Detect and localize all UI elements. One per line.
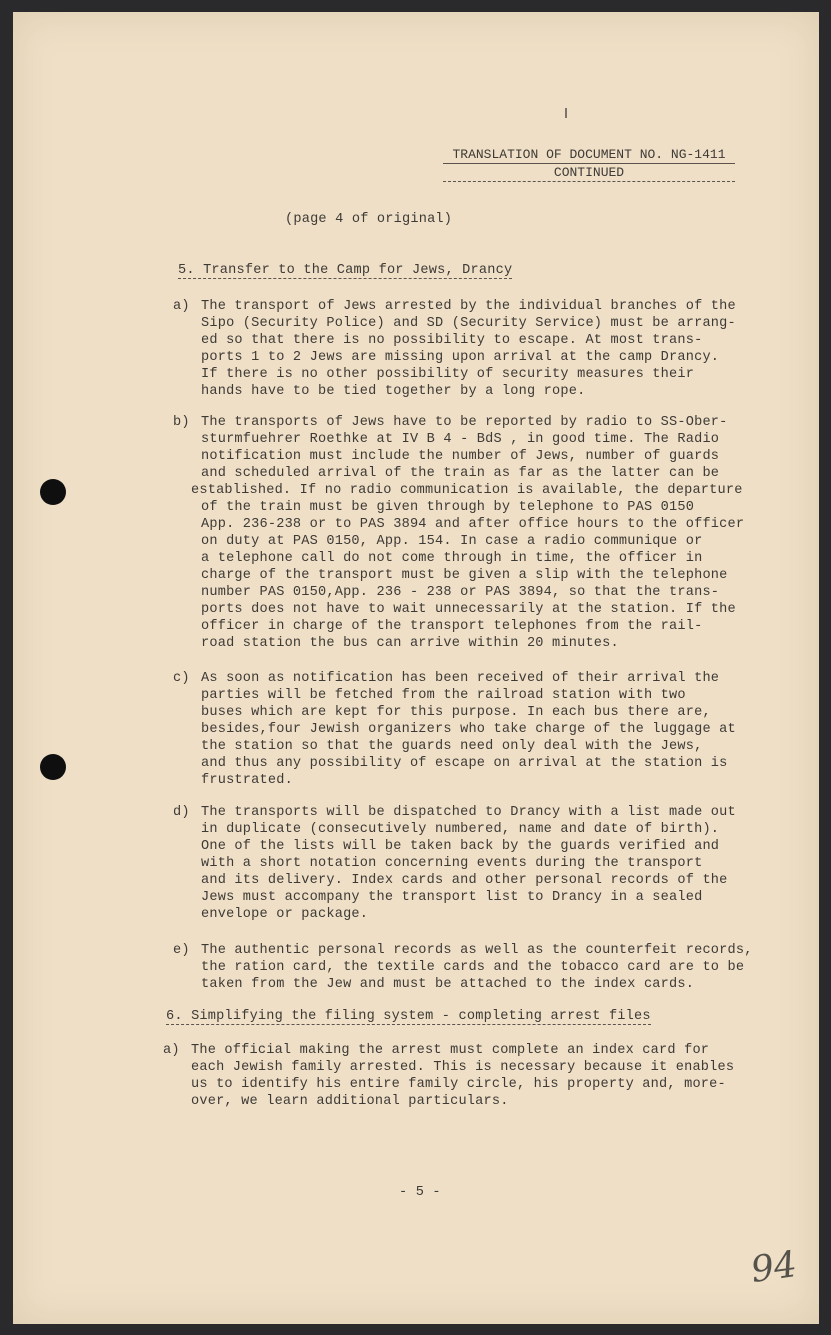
handwritten-folio-number: 94 [748, 1244, 800, 1291]
text-line: As soon as notification has been received of their arrival the [201, 671, 720, 686]
header-line-1: TRANSLATION OF DOCUMENT NO. NG-1411 [443, 146, 735, 164]
text-line: The transports will be dispatched to Drancy with a list made out [201, 805, 736, 820]
text-line: on duty at PAS 0150, App. 154. In case a radio communique or [201, 534, 703, 549]
section-5-title: 5. Transfer to the Camp for Jews, Drancy [178, 263, 513, 278]
text-line: besides,four Jewish organizers who take charge of the luggage at [201, 722, 736, 737]
text-line: If there is no other possibility of security measures their [201, 367, 695, 382]
text-line: us to identify his entire family circle, his property and, more- [191, 1077, 726, 1092]
paragraph-letter: b) [173, 415, 190, 430]
text-line: number PAS 0150,App. 236 - 238 or PAS 3894, so that the trans- [201, 585, 720, 600]
section-5-heading [178, 262, 512, 279]
header-line-2: CONTINUED [443, 164, 735, 182]
paragraph-letter: a) [173, 299, 190, 314]
punch-hole-top [40, 479, 66, 505]
text-line: charge of the transport must be given a slip with the telephone [201, 568, 728, 583]
page-reference: (page 4 of original) [285, 212, 453, 227]
text-line: ed so that there is no possibility to escape. At most trans- [201, 333, 703, 348]
text-line: the ration card, the textile cards and the tobacco card are to be [201, 960, 745, 975]
text-line: hands have to be tied together by a long rope. [201, 384, 586, 399]
text-line: the station so that the guards need only deal with the Jews, [201, 739, 703, 754]
text-line: Sipo (Security Police) and SD (Security Service) must be arrang- [201, 316, 736, 331]
text-line: and scheduled arrival of the train as far as the latter can be [201, 466, 720, 481]
text-line: buses which are kept for this purpose. In each bus there are, [201, 705, 711, 720]
text-line: with a short notation concerning events during the transport [201, 856, 703, 871]
text-line: envelope or package. [201, 907, 369, 922]
text-line: a telephone call do not come through in time, the officer in [201, 551, 703, 566]
paragraph-body [191, 414, 745, 652]
text-line: established. If no radio communication is available, the departure [191, 483, 743, 498]
text-line: officer in charge of the transport telephones from the rail- [201, 619, 703, 634]
text-line: ports 1 to 2 Jews are missing upon arrival at the camp Drancy. [201, 350, 720, 365]
text-line: over, we learn additional particulars. [191, 1094, 509, 1109]
text-line: The official making the arrest must complete an index card for [191, 1043, 710, 1058]
text-line: notification must include the number of Jews, number of guards [201, 449, 720, 464]
text-line: The authentic personal records as well as the counterfeit records, [201, 943, 753, 958]
paragraph-body [201, 670, 736, 789]
text-line: The transports of Jews have to be reported by radio to SS-Ober- [201, 415, 728, 430]
text-line: of the train must be given through by telephone to PAS 0150 [201, 500, 695, 515]
text-line: App. 236-238 or to PAS 3894 and after office hours to the officer [201, 517, 745, 532]
section-6-heading [166, 1008, 651, 1025]
paragraph-letter: e) [173, 943, 190, 958]
section-6-title: 6. Simplifying the filing system - completing arrest files [166, 1009, 651, 1024]
document-header [443, 146, 735, 182]
paragraph-letter: a) [163, 1043, 180, 1058]
text-line: ports does not have to wait unnecessarily at the station. If the [201, 602, 736, 617]
text-line: taken from the Jew and must be attached to the index cards. [201, 977, 695, 992]
text-line: frustrated. [201, 773, 293, 788]
text-line: in duplicate (consecutively numbered, name and date of birth). [201, 822, 720, 837]
punch-hole-bottom [40, 754, 66, 780]
text-line: sturmfuehrer Roethke at IV B 4 - BdS , in good time. The Radio [201, 432, 720, 447]
text-line: parties will be fetched from the railroad station with two [201, 688, 686, 703]
text-line: road station the bus can arrive within 20 minutes. [201, 636, 619, 651]
text-line: The transport of Jews arrested by the individual branches of the [201, 299, 736, 314]
paragraph-letter: c) [173, 671, 190, 686]
paragraph-body [201, 942, 753, 993]
page-number: - 5 - [399, 1185, 441, 1200]
text-line: each Jewish family arrested. This is necessary because it enables [191, 1060, 735, 1075]
document-page [13, 12, 819, 1324]
text-line: Jews must accompany the transport list to Drancy in a sealed [201, 890, 703, 905]
paragraph-body [201, 298, 736, 400]
text-line: and thus any possibility of escape on arrival at the station is [201, 756, 728, 771]
text-line: and its delivery. Index cards and other personal records of the [201, 873, 728, 888]
paragraph-letter: d) [173, 805, 190, 820]
paragraph-body [201, 804, 736, 923]
paper-mark [565, 108, 567, 118]
paragraph-body [191, 1042, 734, 1110]
text-line: One of the lists will be taken back by the guards verified and [201, 839, 720, 854]
